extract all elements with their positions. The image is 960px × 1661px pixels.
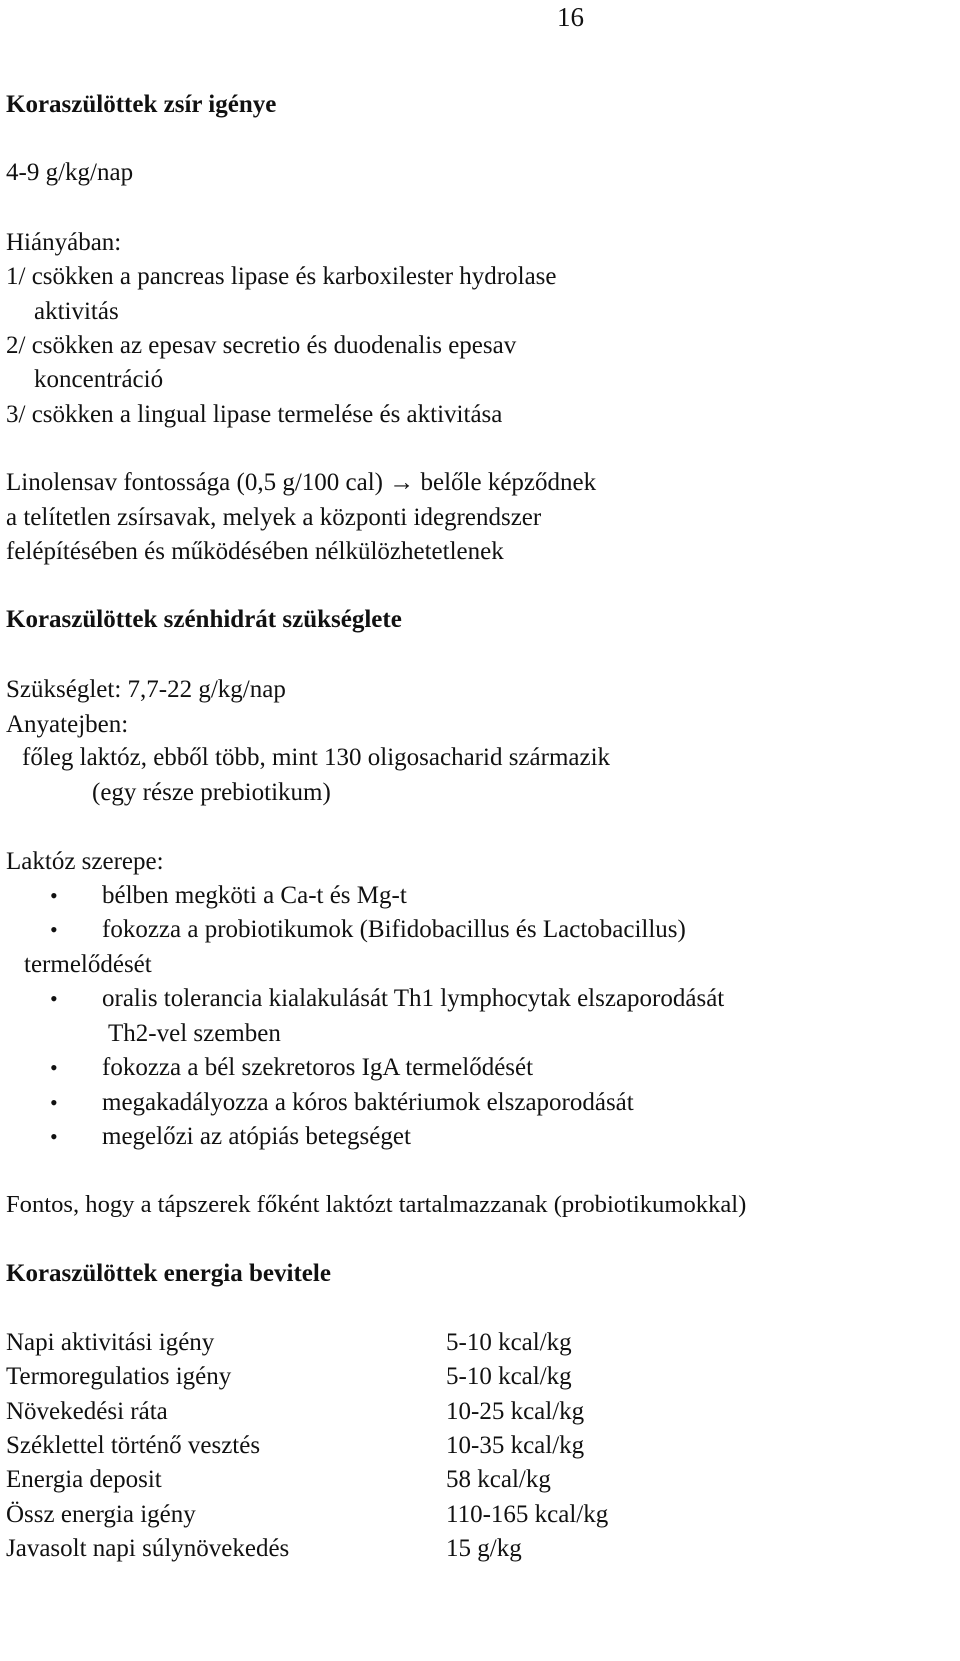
- fat-heading: Koraszülöttek zsír igénye: [6, 91, 277, 118]
- energy-row-value: 110-165 kcal/kg: [446, 1501, 609, 1528]
- lactose-role-item: megelőzi az atópiás betegséget: [102, 1123, 411, 1150]
- bullet: •: [50, 1055, 58, 1080]
- bullet: •: [50, 883, 58, 908]
- energy-row-label: Széklettel történő vesztés: [6, 1432, 261, 1459]
- page-number: 16: [557, 2, 584, 32]
- fat-deficiency-item: 2/ csökken az epesav secretio és duodenalis epesav: [6, 332, 517, 359]
- bullet: •: [50, 917, 58, 942]
- fat-deficiency-item: 1/ csökken a pancreas lipase és karboxilester hydrolase: [6, 263, 557, 290]
- lactose-role-item: fokozza a probiotikumok (Bifidobacillus és Lactobacillus): [102, 916, 686, 943]
- breastmilk-text: főleg laktóz, ebből több, mint 130 oligosacharid származik: [22, 744, 611, 771]
- bullet: •: [50, 986, 58, 1011]
- lactose-role-item: Th2-vel szemben: [108, 1020, 281, 1047]
- lactose-role-item: bélben megköti a Ca-t és Mg-t: [102, 882, 407, 909]
- lactose-role-item: fokozza a bél szekretoros IgA termelődését: [102, 1054, 534, 1081]
- fat-deficiency-item: aktivitás: [34, 298, 119, 325]
- linolenic-text: felépítésében és működésében nélkülözhetetlenek: [6, 538, 504, 565]
- carb-heading: Koraszülöttek szénhidrát szükséglete: [6, 606, 402, 633]
- energy-row-label: Javasolt napi súlynövekedés: [6, 1535, 290, 1562]
- energy-row-value: 58 kcal/kg: [446, 1466, 551, 1493]
- lactose-role-label: Laktóz szerepe:: [6, 848, 164, 875]
- energy-row-label: Össz energia igény: [6, 1501, 196, 1528]
- breastmilk-label: Anyatejben:: [6, 711, 129, 738]
- energy-row-value: 10-35 kcal/kg: [446, 1432, 585, 1459]
- bullet: •: [50, 1124, 58, 1149]
- lactose-role-item: megakadályozza a kóros baktériumok elszaporodását: [102, 1089, 634, 1116]
- important-note: Fontos, hogy a tápszerek főként laktózt tartalmazzanak (probiotikumokkal): [6, 1191, 747, 1218]
- fat-deficiency-item: koncentráció: [34, 366, 164, 393]
- energy-row-value: 15 g/kg: [446, 1535, 522, 1562]
- breastmilk-text: (egy része prebiotikum): [92, 779, 331, 806]
- linolenic-text: Linolensav fontossága (0,5 g/100 cal) → belőle képződnek: [6, 469, 597, 496]
- energy-row-value: 5-10 kcal/kg: [446, 1329, 572, 1356]
- energy-row-label: Növekedési ráta: [6, 1398, 168, 1425]
- energy-row-value: 5-10 kcal/kg: [446, 1363, 572, 1390]
- energy-row-label: Energia deposit: [6, 1466, 162, 1493]
- lactose-role-item: oralis tolerancia kialakulását Th1 lymphocytak elszaporodását: [102, 985, 725, 1012]
- fat-deficiency-item: 3/ csökken a lingual lipase termelése és aktivitása: [6, 401, 503, 428]
- fat-deficiency-label: Hiányában:: [6, 229, 122, 256]
- energy-heading: Koraszülöttek energia bevitele: [6, 1260, 331, 1287]
- energy-row-label: Termoregulatios igény: [6, 1363, 232, 1390]
- lactose-role-item: termelődését: [24, 951, 152, 978]
- bullet: •: [50, 1090, 58, 1115]
- fat-dose: 4-9 g/kg/nap: [6, 159, 134, 186]
- carb-need: Szükséglet: 7,7-22 g/kg/nap: [6, 676, 286, 703]
- energy-row-value: 10-25 kcal/kg: [446, 1398, 585, 1425]
- energy-row-label: Napi aktivitási igény: [6, 1329, 215, 1356]
- linolenic-text: a telítetlen zsírsavak, melyek a központi idegrendszer: [6, 504, 542, 531]
